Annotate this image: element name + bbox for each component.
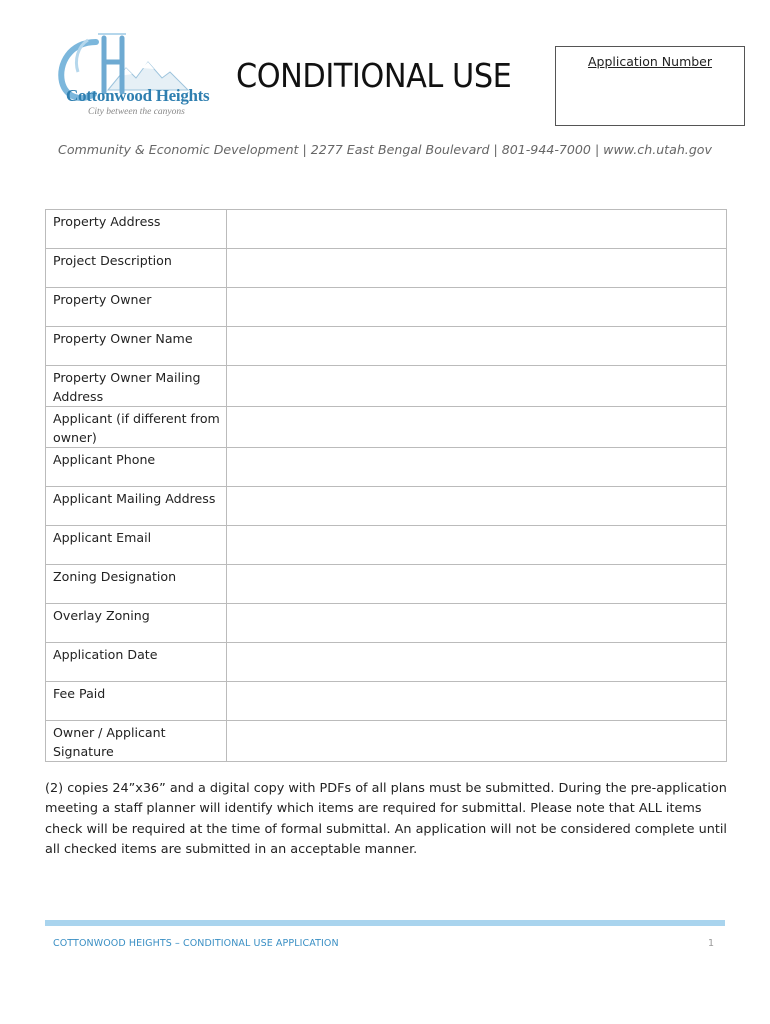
form-row bbox=[46, 643, 727, 682]
footer-title: COTTONWOOD HEIGHTS – CONDITIONAL USE APPLICATION bbox=[53, 938, 339, 949]
form-row bbox=[46, 526, 727, 565]
form-field-input[interactable] bbox=[227, 604, 727, 643]
form-row bbox=[46, 721, 727, 762]
form-row bbox=[46, 487, 727, 526]
form-field-label: Owner / Applicant Signature bbox=[46, 721, 227, 762]
form-row bbox=[46, 366, 727, 407]
form-row bbox=[46, 682, 727, 721]
form-field-label: Zoning Designation bbox=[46, 565, 227, 604]
form-field-input[interactable] bbox=[227, 643, 727, 682]
application-form-table bbox=[45, 209, 727, 762]
submittal-note: (2) copies 24”x36” and a digital copy with PDFs of all plans must be submitted. During the pre-application meeting a staff planner will identify which items are required for submittal. Please note that ALL items check will be required at the time of formal submittal. An application will not be considered complete until all checked items are submitted in an acceptable manner. bbox=[45, 781, 727, 857]
form-field-input[interactable] bbox=[227, 407, 727, 448]
form-row bbox=[46, 407, 727, 448]
form-field-label: Applicant Mailing Address bbox=[46, 487, 227, 526]
form-field-input[interactable] bbox=[227, 487, 727, 526]
logo-tagline: City between the canyons bbox=[88, 107, 185, 117]
form-field-input[interactable] bbox=[227, 288, 727, 327]
form-field-label: Fee Paid bbox=[46, 682, 227, 721]
application-number-box[interactable] bbox=[555, 46, 745, 126]
form-field-input[interactable] bbox=[227, 366, 727, 407]
page-number: 1 bbox=[708, 938, 715, 949]
form-field-label: Application Date bbox=[46, 643, 227, 682]
form-field-input[interactable] bbox=[227, 327, 727, 366]
form-row bbox=[46, 210, 727, 249]
form-field-label: Applicant Phone bbox=[46, 448, 227, 487]
form-field-label: Applicant Email bbox=[46, 526, 227, 565]
form-field-input[interactable] bbox=[227, 526, 727, 565]
form-field-label: Property Owner Mailing Address bbox=[46, 366, 227, 407]
form-row bbox=[46, 565, 727, 604]
form-field-label: Applicant (if different from owner) bbox=[46, 407, 227, 448]
form-row bbox=[46, 249, 727, 288]
form-field-label: Property Owner bbox=[46, 288, 227, 327]
form-field-label: Property Owner Name bbox=[46, 327, 227, 366]
form-row bbox=[46, 604, 727, 643]
footer-rule bbox=[45, 920, 725, 926]
logo-text: Cottonwood Heights bbox=[66, 86, 210, 105]
form-row bbox=[46, 327, 727, 366]
form-field-input[interactable] bbox=[227, 565, 727, 604]
form-row bbox=[46, 288, 727, 327]
form-row bbox=[46, 448, 727, 487]
contact-line: Community & Economic Development | 2277 East Bengal Boulevard | 801-944-7000 | www.ch.utah.gov bbox=[58, 142, 712, 157]
application-number-label: Application Number bbox=[587, 54, 713, 69]
form-field-label: Overlay Zoning bbox=[46, 604, 227, 643]
form-field-label: Project Description bbox=[46, 249, 227, 288]
form-field-input[interactable] bbox=[227, 448, 727, 487]
page-title: CONDITIONAL USE bbox=[236, 56, 512, 95]
form-field-input[interactable] bbox=[227, 721, 727, 762]
form-field-input[interactable] bbox=[227, 210, 727, 249]
form-field-input[interactable] bbox=[227, 682, 727, 721]
form-field-label: Property Address bbox=[46, 210, 227, 249]
form-field-input[interactable] bbox=[227, 249, 727, 288]
